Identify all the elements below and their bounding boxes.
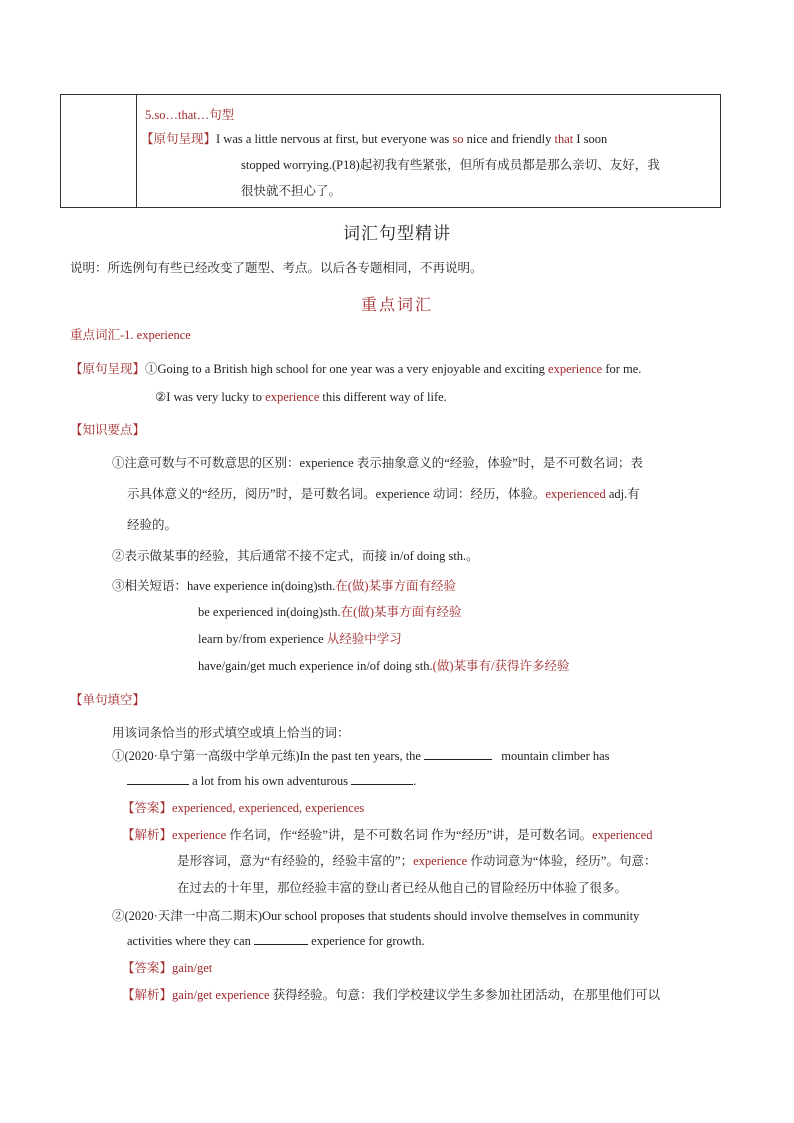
analysis-1-line3: 在过去的十年里，那位经验丰富的登山者已经从他自己的冒险经历中体验了很多。: [177, 881, 628, 895]
knowledge-p2: ②表示做某事的经验，其后通常不接不定式，而接 in/of doing sth.。: [112, 549, 479, 563]
text: adj.有: [605, 487, 640, 501]
text: ③相关短语：: [112, 579, 188, 593]
knowledge-p1-line3: 经验的。: [127, 518, 178, 532]
phrase-2: [198, 602, 462, 620]
highlight: experience: [265, 390, 320, 404]
text: nice and friendly: [463, 132, 555, 146]
text: 示具体意义的“经历，阅历”时，是可数名词。experience 动词：经历，体验。: [127, 487, 546, 501]
text: experience for growth.: [308, 934, 425, 948]
text: 获得经验。句意：我们学校建议学生多参加社团活动，在那里他们可以: [269, 988, 661, 1002]
original-label: 【原句呈现】: [70, 362, 146, 376]
text: this different way of life.: [319, 390, 447, 404]
text: I soon: [573, 132, 608, 146]
text: ①(2020·阜宁第一高级中学单元练)In the past ten years, the: [112, 749, 425, 763]
analysis-label: 【解析】: [122, 988, 173, 1002]
highlight-that: that: [554, 132, 574, 146]
phrase-en: have/gain/get much experience in/of doing sth.: [198, 659, 433, 673]
original-sentence-1: [70, 359, 641, 377]
analysis-1-line2: [177, 851, 656, 869]
key-vocab-title: 重点词汇: [360, 297, 433, 314]
text: ②I was very lucky to: [155, 390, 266, 404]
table-divider: [136, 95, 137, 207]
phrase-cn: (做)某事有/获得许多经验: [432, 659, 570, 673]
phrase-cn: 从经验中学习: [326, 632, 402, 646]
table-heading: 5.so…that…句型: [145, 108, 235, 122]
phrase-en: be experienced in(doing)sth.: [198, 605, 341, 619]
text: .: [413, 774, 417, 788]
table-line-2: stopped worrying.(P18)起初我有些紧张，但所有成员都是那么亲切、友好，我: [241, 158, 660, 172]
section-title: 词汇句型精讲: [343, 224, 451, 243]
blank[interactable]: [254, 932, 308, 945]
text: a lot from his own adventurous: [189, 774, 352, 788]
answer-1: [122, 798, 364, 816]
text: 作动词意为“体验，经历”。句意：: [467, 854, 657, 868]
text: ①Going to a British high school for one year was a very enjoyable and exciting: [145, 362, 549, 376]
phrase-cn: 在(做)某事方面有经验: [335, 579, 457, 593]
fill-instruction: 用该词条恰当的形式填空或填上恰当的词：: [112, 726, 350, 740]
analysis-2: [122, 985, 660, 1003]
phrase-en: have experience in(doing)sth.: [187, 579, 336, 593]
fill-label: 【单句填空】: [70, 693, 146, 707]
table-line-3: 很快就不担心了。: [241, 184, 342, 198]
phrase-cn: 在(做)某事方面有经验: [340, 605, 462, 619]
text: for me.: [602, 362, 642, 376]
highlight: experience: [172, 828, 227, 842]
answer-2: [122, 958, 212, 976]
question-2-line2: [127, 932, 425, 949]
highlight: experience: [413, 854, 468, 868]
original-label: 【原句呈现】: [141, 132, 217, 146]
text: I was a little nervous at first, but everyone was: [216, 132, 453, 146]
answer-label: 【答案】: [122, 961, 173, 975]
phrase-4: [198, 656, 569, 674]
top-table: [60, 94, 721, 208]
question-1-line2: [127, 772, 416, 789]
highlight: experience: [548, 362, 603, 376]
knowledge-p3: [112, 576, 456, 594]
blank[interactable]: [127, 772, 189, 785]
highlight: experienced: [545, 487, 606, 501]
blank[interactable]: [351, 772, 413, 785]
text: mountain climber has: [498, 749, 610, 763]
original-sentence-2: [155, 389, 447, 405]
knowledge-p1-line1: ①注意可数与不可数意思的区别：experience 表示抽象意义的“经验，体验”时，是不可数名词；表: [112, 456, 643, 470]
table-line-1: [141, 129, 607, 147]
highlight: gain/get experience: [172, 988, 270, 1002]
answer-text: experienced, experienced, experiences: [172, 801, 365, 815]
blank[interactable]: [424, 747, 492, 760]
text: 是形容词，意为“有经验的，经验丰富的”；: [177, 854, 414, 868]
knowledge-label: 【知识要点】: [70, 423, 146, 437]
vocab-heading: 重点词汇-1. experience: [70, 328, 191, 342]
phrase-3: [198, 629, 402, 647]
answer-text: gain/get: [172, 961, 213, 975]
analysis-label: 【解析】: [122, 828, 173, 842]
phrase-en: learn by/from experience: [198, 632, 327, 646]
question-1-line1: [112, 746, 610, 764]
text: activities where they can: [127, 934, 255, 948]
knowledge-p1-line2: [127, 484, 640, 502]
text: 作名词，作“经验”讲，是不可数名词 作为“经历”讲，是可数名词。: [226, 828, 593, 842]
analysis-1-line1: [122, 825, 653, 843]
question-2-line1: ②(2020·天津一中高二期末)Our school proposes that students should involve themselves in community: [112, 909, 640, 923]
note: 说明：所选例句有些已经改变了题型、考点。以后各专题相同，不再说明。: [70, 261, 483, 275]
answer-label: 【答案】: [122, 801, 173, 815]
highlight: experienced: [592, 828, 653, 842]
highlight-so: so: [452, 132, 464, 146]
